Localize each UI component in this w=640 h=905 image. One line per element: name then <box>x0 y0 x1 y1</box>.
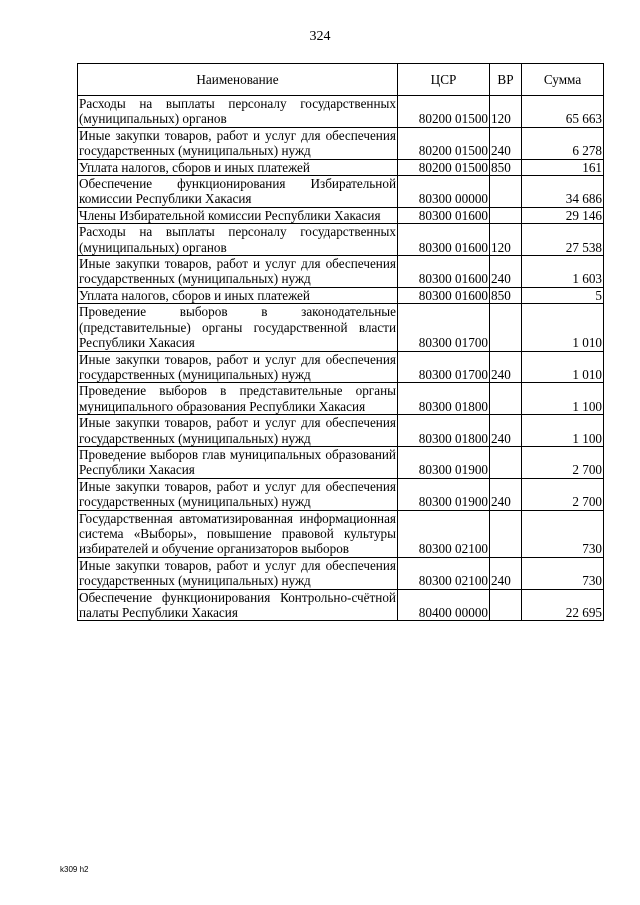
cell-sum: 1 010 <box>522 351 604 383</box>
footer-code: k309 h2 <box>60 865 89 874</box>
cell-name: Уплата налогов, сборов и иных платежей <box>78 159 398 175</box>
cell-vr: 120 <box>490 224 522 256</box>
cell-csr: 80400 00000 <box>398 589 490 621</box>
cell-vr <box>490 207 522 223</box>
cell-name: Члены Избирательной комиссии Республики Хакасия <box>78 207 398 223</box>
cell-vr: 240 <box>490 415 522 447</box>
cell-csr: 80300 01700 <box>398 351 490 383</box>
cell-csr: 80300 01600 <box>398 224 490 256</box>
table-row <box>78 351 604 383</box>
cell-sum: 6 278 <box>522 127 604 159</box>
cell-csr: 80300 02100 <box>398 557 490 589</box>
cell-csr: 80300 01900 <box>398 478 490 510</box>
cell-csr: 80300 01900 <box>398 446 490 478</box>
cell-name: Обеспечение функционирования Избирательной комиссии Республики Хакасия <box>79 176 396 207</box>
cell-vr: 240 <box>490 351 522 383</box>
cell-vr <box>490 304 522 351</box>
cell-csr: 80300 01700 <box>398 304 490 351</box>
cell-sum: 1 100 <box>522 383 604 415</box>
cell-name: Проведение выборов в представительные органы муниципального образования Республики Хакасия <box>79 383 396 414</box>
cell-vr <box>490 446 522 478</box>
cell-sum: 34 686 <box>522 176 604 208</box>
cell-sum: 1 010 <box>522 304 604 351</box>
cell-name: Уплата налогов, сборов и иных платежей <box>78 287 398 303</box>
cell-csr: 80300 01600 <box>398 207 490 223</box>
table-row <box>78 96 604 128</box>
table-row <box>78 159 604 175</box>
cell-csr: 80300 01800 <box>398 383 490 415</box>
table-row <box>78 446 604 478</box>
cell-sum: 161 <box>522 159 604 175</box>
cell-sum: 5 <box>522 287 604 303</box>
cell-name: Иные закупки товаров, работ и услуг для обеспечения государственных (муниципальных) нужд <box>79 557 396 589</box>
header-csr: ЦСР <box>398 64 490 96</box>
cell-name: Иные закупки товаров, работ и услуг для обеспечения государственных (муниципальных) нужд <box>79 351 396 382</box>
cell-sum: 27 538 <box>522 224 604 256</box>
table-row <box>78 287 604 303</box>
cell-csr: 80300 01600 <box>398 256 490 288</box>
table-row <box>78 510 604 557</box>
table-row <box>78 207 604 223</box>
header-sum: Сумма <box>522 64 604 96</box>
cell-vr: 240 <box>490 127 522 159</box>
cell-vr: 120 <box>490 96 522 128</box>
cell-sum: 1 100 <box>522 415 604 447</box>
cell-csr: 80200 01500 <box>398 159 490 175</box>
table-row <box>78 256 604 288</box>
cell-vr <box>490 589 522 621</box>
cell-vr: 850 <box>490 287 522 303</box>
cell-name: Расходы на выплаты персоналу государственных (муниципальных) органов <box>79 224 396 255</box>
table-row <box>78 478 604 510</box>
cell-name: Обеспечение функционирования Контрольно-счётной палаты Республики Хакасия <box>79 589 396 620</box>
cell-name: Государственная автоматизированная информационная система «Выборы», повышение правовой культуры избирателей и обучение организаторов выборов <box>79 510 396 557</box>
cell-name: Расходы на выплаты персоналу государственных (муниципальных) органов <box>79 96 396 127</box>
table-body <box>78 96 604 621</box>
table-row <box>78 304 604 351</box>
cell-vr: 240 <box>490 478 522 510</box>
table-row <box>78 589 604 621</box>
cell-name: Проведение выборов в законодательные (представительные) органы государственной власти Республики Хакасия <box>79 304 396 351</box>
table-row <box>78 176 604 208</box>
table-row <box>78 383 604 415</box>
cell-vr <box>490 510 522 557</box>
header-name: Наименование <box>78 64 398 96</box>
table-row <box>78 557 604 589</box>
cell-name: Иные закупки товаров, работ и услуг для обеспечения государственных (муниципальных) нужд <box>79 127 396 159</box>
cell-csr: 80300 00000 <box>398 176 490 208</box>
cell-sum: 2 700 <box>522 446 604 478</box>
cell-sum: 730 <box>522 557 604 589</box>
cell-sum: 22 695 <box>522 589 604 621</box>
cell-sum: 29 146 <box>522 207 604 223</box>
page-number: 324 <box>309 29 331 44</box>
header-vr: ВР <box>490 64 522 96</box>
cell-csr: 80300 01600 <box>398 287 490 303</box>
cell-sum: 1 603 <box>522 256 604 288</box>
table-row <box>78 415 604 447</box>
cell-sum: 2 700 <box>522 478 604 510</box>
cell-vr: 240 <box>490 256 522 288</box>
cell-vr: 240 <box>490 557 522 589</box>
cell-sum: 65 663 <box>522 96 604 128</box>
cell-vr <box>490 383 522 415</box>
table-header-row <box>78 64 604 96</box>
cell-name: Проведение выборов глав муниципальных образований Республики Хакасия <box>79 446 396 478</box>
cell-csr: 80300 02100 <box>398 510 490 557</box>
table-row <box>78 127 604 159</box>
table-row <box>78 224 604 256</box>
cell-name: Иные закупки товаров, работ и услуг для обеспечения государственных (муниципальных) нужд <box>79 478 396 510</box>
cell-name: Иные закупки товаров, работ и услуг для обеспечения государственных (муниципальных) нужд <box>79 415 396 446</box>
cell-name: Иные закупки товаров, работ и услуг для обеспечения государственных (муниципальных) нужд <box>79 256 396 287</box>
cell-vr <box>490 176 522 208</box>
cell-csr: 80300 01800 <box>398 415 490 447</box>
cell-csr: 80200 01500 <box>398 96 490 128</box>
cell-vr: 850 <box>490 159 522 175</box>
budget-table <box>77 63 604 621</box>
cell-sum: 730 <box>522 510 604 557</box>
cell-csr: 80200 01500 <box>398 127 490 159</box>
